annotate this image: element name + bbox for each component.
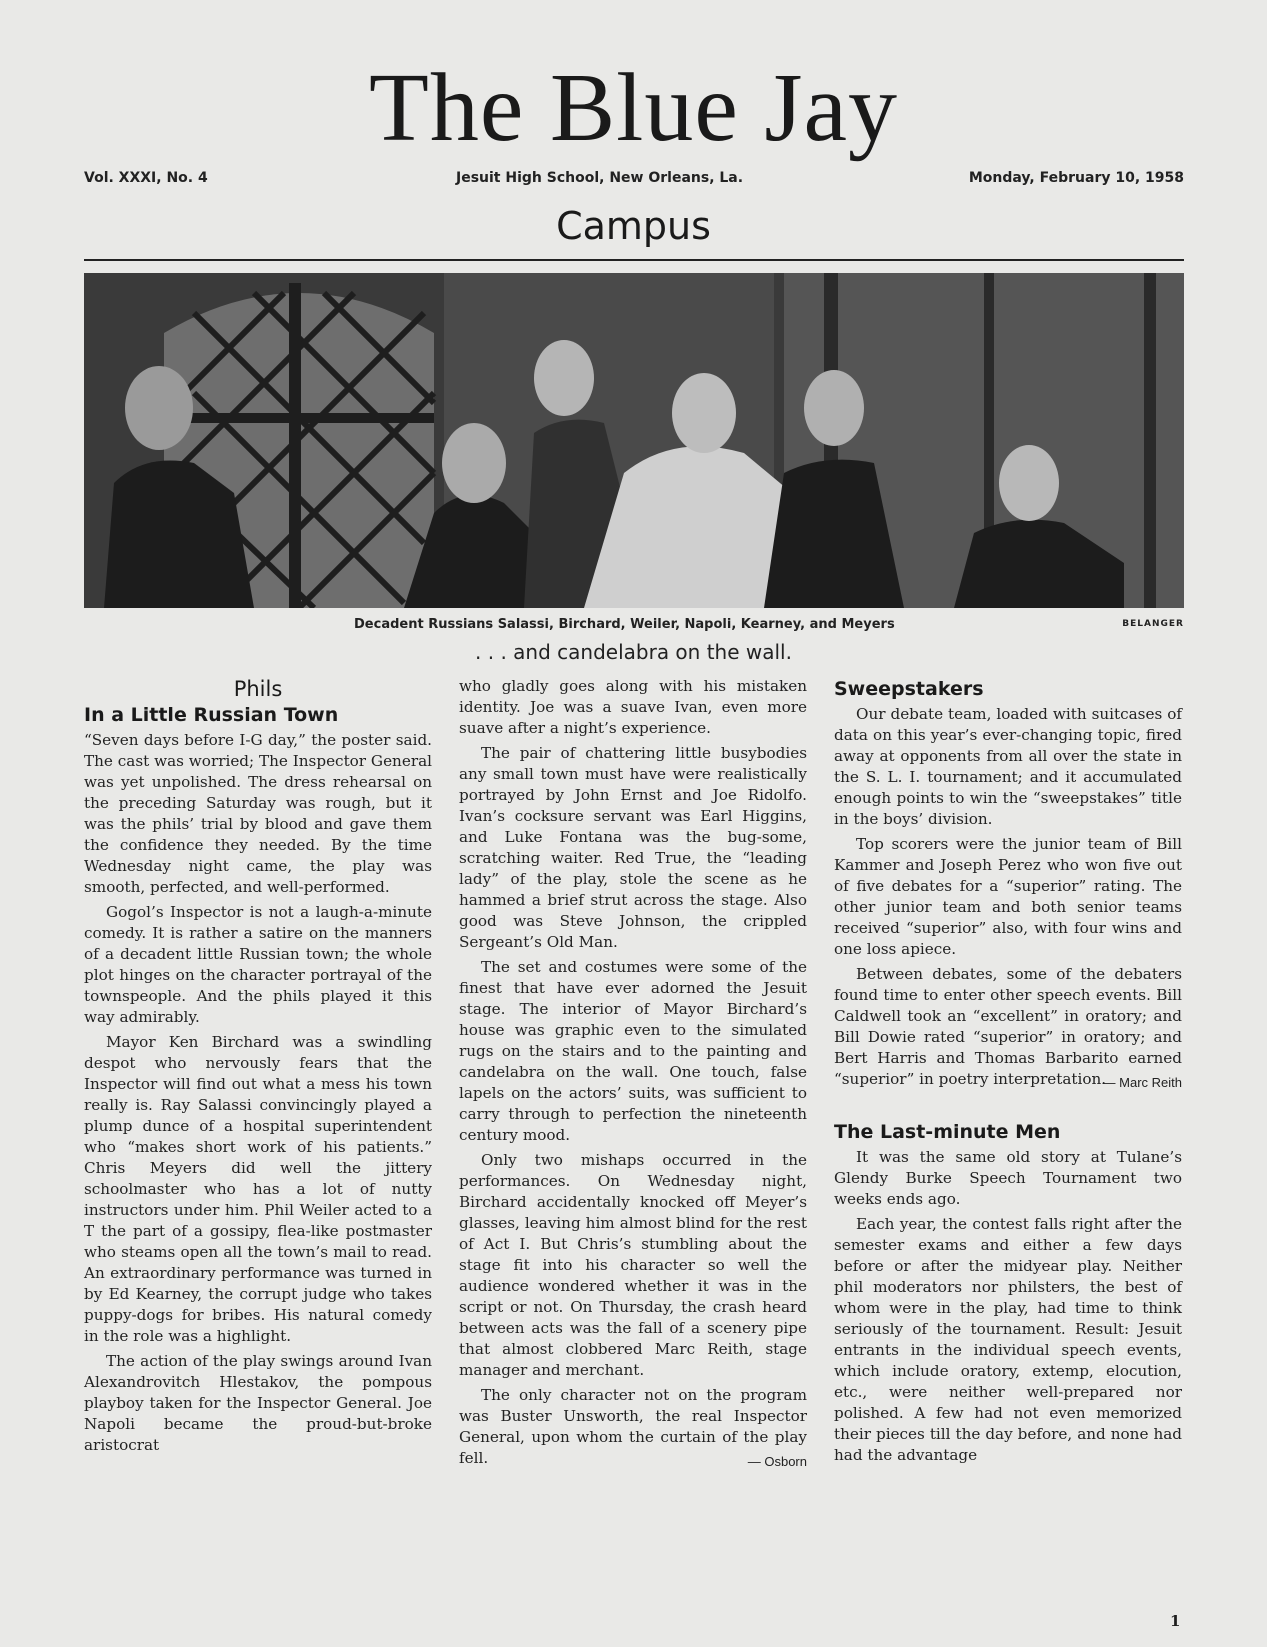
article-paragraph: Only two mishaps occurred in the performances. On Wednesday night, Birchard accidentally knocked off Meyer’s glasses, leaving him almost blind for the rest of Act I. But Chris’s stumbling about the stage fit into his character so well the audience wondered whether it was in the script or not. On Thursday, the crash heard between acts was the fall of a scenery pipe that almost clobbered Marc Reith, stage manager and merchant. <box>459 1151 807 1379</box>
dateline <box>84 170 1184 192</box>
header-rule <box>84 259 1184 261</box>
article-paragraph: Each year, the contest falls right after the semester exams and either a few days before or after the midyear play. Neither phil moderators nor philsters, the best of whom were in the play, had time to think seriously of the tournament. Result: Jesuit entrants in the individual speech events, which include oratory, extemp, elocution, etc., were neither well-prepared nor polished. A few had not even memorized their pieces till the day before, and none had had the advantage <box>834 1215 1182 1464</box>
article-paragraph: Top scorers were the junior team of Bill Kammer and Joseph Perez who won five out of five debates for a “superior” rating. The other junior team and both senior teams received “superior” also, with four wins and one loss apiece. <box>834 835 1182 958</box>
article-paragraph: Mayor Ken Birchard was a swindling despot who nervously fears that the Inspector will find out what a mess his town really is. Ray Salassi convincingly played a plump dunce of a hospital superintendent who “makes short work of his patients.” Chris Meyers did well the jittery schoolmaster who has a lot of nutty instructors under him. Phil Weiler acted to a T the part of a gossipy, flea-like postmaster who steams open all the town’s mail to read. An extraordinary performance was turned in by Ed Kearney, the corrupt judge who takes puppy-dogs for bribes. His natural comedy in the role was a highlight. <box>84 1033 432 1345</box>
article-paragraph: Our debate team, loaded with suitcases of data on this year’s ever-changing topic, fired away at opponents from all over the state in the S. L. I. tournament; and it accumulated enough points to win the “sweepstakes” title in the boys’ division. <box>834 705 1182 828</box>
cast-photo <box>84 273 1184 608</box>
article-paragraph: It was the same old story at Tulane’s Glendy Burke Speech Tournament two weeks ends ago. <box>834 1148 1182 1208</box>
column-2 <box>459 676 807 1480</box>
article-paragraph: who gladly goes along with his mistaken identity. Joe was a suave Ivan, even more suave after a night’s experience. <box>459 677 807 737</box>
issue-date: Monday, February 10, 1958 <box>968 170 1184 186</box>
article-paragraph: The only character not on the program was Buster Unsworth, the real Inspector General, upon whom the curtain of the play fell. <box>459 1386 807 1467</box>
volume-number: Vol. XXXI, No. 4 <box>84 170 208 186</box>
article-paragraph: The pair of chattering little busybodies any small town must have were realistically portrayed by John Ernst and Joe Ridolfo. Ivan’s cocksure servant was Earl Higgins, and Luke Fontana was the bug-some, scratching waiter. Red True, the “leading lady” of the play, stole the scene as he hammed a brief strut across the stage. Also good was Steve Johnson, the crippled Sergeant’s Old Man. <box>459 744 807 951</box>
masthead-title: The Blue Jay <box>368 54 899 162</box>
article-paragraph: Between debates, some of the debaters found time to enter other speech events. Bill Caldwell took an “excellent” in oratory; and Bill Dowie rated “superior” in oratory; and Bert Harris and Thomas Barbarito earned “superior” in poetry interpretation. <box>834 965 1182 1088</box>
photo-headline: . . . and candelabra on the wall. <box>475 640 792 664</box>
article-signature: — Osborn <box>747 1454 807 1469</box>
article-signature: — Marc Reith <box>1102 1075 1182 1090</box>
article-paragraph: “Seven days before I-G day,” the poster said. The cast was worried; The Inspector General was yet unpolished. The dress rehearsal on the preceding Saturday was rough, but it was the phils’ trial by blood and gave them the confidence they needed. By the time Wednesday night came, the play was smooth, perfected, and well-performed. <box>84 731 432 896</box>
section-title: Campus <box>556 204 711 248</box>
article-paragraph: Gogol’s Inspector is not a laugh-a-minute comedy. It is rather a satire on the manners of a decadent little Russian town; the whole plot hinges on the character portrayal of the townspeople. And the phils played it this way admirably. <box>84 903 432 1026</box>
article-paragraph: The action of the play swings around Ivan Alexandrovitch Hlestakov, the pompous playboy taken for the Inspector General. Joe Napoli became the proud-but-broke aristocrat <box>84 1352 432 1454</box>
column-3 <box>834 676 1182 1470</box>
article-title: Sweepstakers <box>834 678 984 700</box>
article-title: In a Little Russian Town <box>84 704 339 726</box>
column-1 <box>84 676 432 1460</box>
article-kicker: Phils <box>233 677 283 701</box>
photo-credit: BELANGER <box>1122 619 1184 629</box>
caption-text: Decadent Russians Salassi, Birchard, Weiler, Napoli, Kearney, and Meyers <box>354 617 895 632</box>
article-paragraph: The set and costumes were some of the finest that have ever adorned the Jesuit stage. The interior of Mayor Birchard’s house was graphic even to the simulated rugs on the stairs and to the painting and candelabra on the wall. One touch, false lapels on the actors’ suits, was sufficient to carry through to perfection the nineteenth century mood. <box>459 958 807 1144</box>
page-number: 1 <box>1170 1612 1181 1630</box>
photo-caption <box>84 617 1184 637</box>
article-title: The Last-minute Men <box>834 1121 1061 1143</box>
school-location: Jesuit High School, New Orleans, La. <box>456 170 744 186</box>
